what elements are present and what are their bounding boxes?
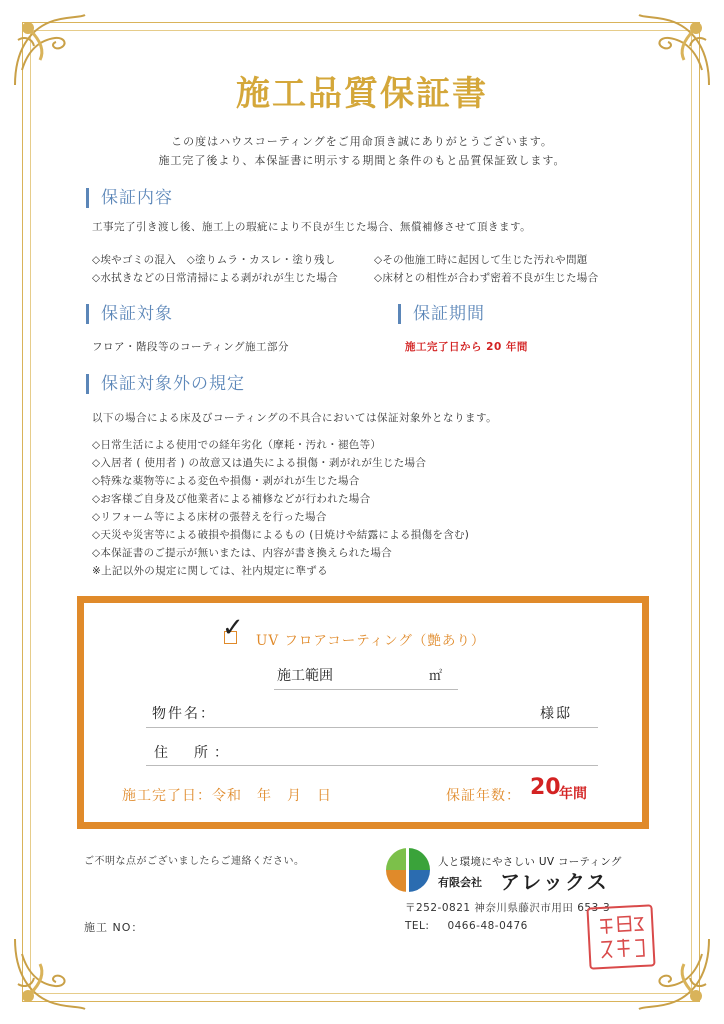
target-heading: 保証対象	[86, 304, 173, 324]
exclusions-list	[92, 436, 469, 580]
company-logo-icon	[386, 848, 430, 892]
exclusions-description: 以下の場合による床及びコーティングの不具合においては保証対象外となります。	[92, 412, 498, 424]
intro-line-1: この度はハウスコーティングをご用命頂き誠にありがとうございます。	[171, 135, 553, 148]
exclusion-item: ◇日常生活による使用での経年劣化（摩耗・汚れ・褪色等）	[92, 439, 382, 451]
address-input-line[interactable]	[146, 765, 598, 766]
coverage-heading: 保証内容	[86, 188, 173, 208]
property-suffix: 様邸	[540, 706, 572, 722]
coverage-item: ◇埃やゴミの混入 ◇塗りムラ・カスレ・塗り残し	[92, 254, 336, 266]
warranty-form-box	[77, 596, 649, 829]
company-address: 〒252-0821 神奈川県藤沢市用田 653-3	[405, 902, 611, 914]
exclusion-item: ◇天災や災害等による破損や損傷によるもの (日焼けや結露による損傷を含む)	[92, 529, 470, 541]
product-name: UV フロアコーティング（艶あり）	[256, 633, 486, 649]
range-label: 施工範囲	[277, 668, 333, 684]
company-name: アレックス	[500, 870, 609, 894]
exclusion-item: ◇本保証書のご提示が無いまたは、内容が書き換えられた場合	[92, 547, 392, 559]
warranty-years-value: 20	[530, 775, 561, 800]
intro-line-2: 施工完了後より、本保証書に明示する期間と条件のもと品質保証致します。	[158, 154, 566, 167]
warranty-years-unit: 年間	[559, 786, 587, 802]
range-input-line[interactable]	[274, 689, 458, 690]
company-tel	[405, 920, 528, 932]
exclusions-heading: 保証対象外の規定	[86, 374, 245, 394]
intro-text	[0, 132, 724, 170]
company-tagline: 人と環境にやさしい UV コーティング	[438, 856, 622, 868]
contact-note: ご不明な点がございましたらご連絡ください。	[84, 856, 305, 867]
coverage-description: 工事完了引き渡し後、施工上の瑕疵により不良が生じた場合、無償補修させて頂きます。	[92, 221, 532, 233]
warranty-years-label: 保証年数：	[446, 788, 521, 804]
exclusion-item: ◇特殊な薬物等による変色や損傷・剥がれが生じた場合	[92, 475, 360, 487]
document-title: 施工品質保証書	[236, 74, 488, 114]
construction-number: 施工 NO：	[84, 921, 144, 934]
completion-date: 施工完了日：令和 年 月 日	[122, 788, 332, 804]
checkmark-icon: ✓	[222, 613, 244, 643]
property-label: 物件名：	[152, 706, 216, 722]
coverage-item: ◇その他施工時に起因して生じた汚れや問題	[374, 254, 588, 266]
exclusion-item: ◇リフォーム等による床材の張替えを行った場合	[92, 511, 327, 523]
ornament-corner-bottom-left-icon	[10, 934, 90, 1014]
coverage-list-right	[374, 251, 598, 287]
coverage-item: ◇水拭きなどの日常清掃による剥がれが生じた場合	[92, 272, 338, 284]
seal-stamp-icon	[592, 910, 651, 965]
range-unit: ㎡	[429, 669, 443, 684]
period-text: 施工完了日から 20 年間	[405, 341, 528, 353]
tel-number: 0466-48-0476	[447, 920, 528, 932]
exclusion-item: ※上記以外の規定に関しては、社内規定に準ずる	[92, 565, 328, 577]
company-prefix: 有限会社	[438, 876, 482, 889]
company-seal-stamp	[586, 904, 655, 969]
period-heading: 保証期間	[398, 304, 485, 324]
coverage-list-left	[92, 251, 338, 287]
exclusion-item: ◇入居者 ( 使用者 ) の故意又は過失による損傷・剥がれが生じた場合	[92, 457, 427, 469]
target-text: フロア・階段等のコーティング施工部分	[92, 341, 289, 353]
coverage-item: ◇床材との相性が合わず密着不良が生じた場合	[374, 272, 599, 284]
exclusion-item: ◇お客様ご自身及び他業者による補修などが行われた場合	[92, 493, 371, 505]
tel-label: TEL:	[405, 920, 430, 932]
property-input-line[interactable]	[146, 727, 598, 728]
address-label: 住 所：	[154, 745, 234, 761]
